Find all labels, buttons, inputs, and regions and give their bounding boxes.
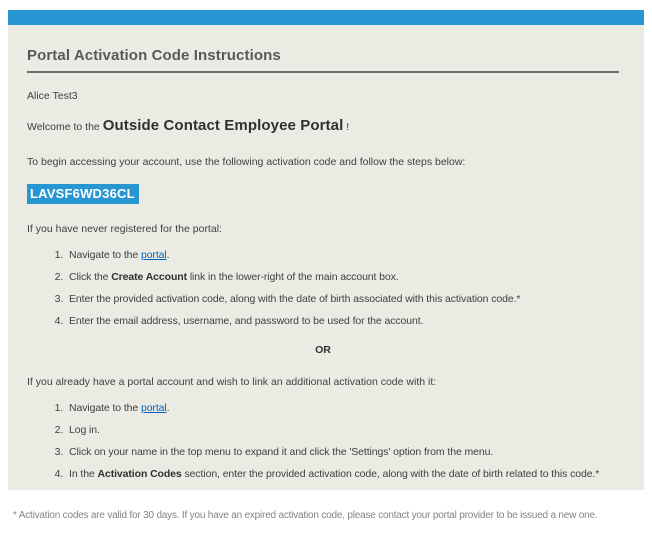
content-panel xyxy=(8,25,644,490)
expiry-footnote: * Activation codes are valid for 30 days. If you have an expired activation code, please contact your portal provider to be issued a new one. xyxy=(13,510,598,521)
portal-link[interactable]: portal xyxy=(140,402,167,414)
header-accent-bar xyxy=(8,10,644,25)
existing-account-heading: If you already have a portal account and wish to link an additional activation code with it: xyxy=(27,376,437,388)
welcome-suffix: ! xyxy=(343,121,350,133)
list-item: 2. Log in. xyxy=(66,424,632,437)
list-item: 2. Click the Create Account link in the lower-right of the main account box. xyxy=(66,271,632,284)
page-title: Portal Activation Code Instructions xyxy=(27,47,281,64)
or-separator: OR xyxy=(315,344,331,356)
portal-name: Outside Contact Employee Portal xyxy=(102,117,344,134)
existing-account-steps xyxy=(27,402,632,481)
list-item: 4. In the Activation Codes section, enter the provided activation code, along with the date of birth related to this code.* xyxy=(66,468,632,481)
title-divider xyxy=(27,71,619,73)
portal-link[interactable]: portal xyxy=(140,249,167,261)
never-registered-steps xyxy=(27,249,632,328)
list-item: 3. Click on your name in the top menu to expand it and click the 'Settings' option from the menu. xyxy=(66,446,632,459)
list-item: 4. Enter the email address, username, and password to be used for the account. xyxy=(66,315,632,328)
list-item: 1. Navigate to the portal. xyxy=(66,249,632,262)
recipient-name: Alice Test3 xyxy=(27,90,78,102)
list-item: 1. Navigate to the portal. xyxy=(66,402,632,415)
never-registered-heading: If you have never registered for the portal: xyxy=(27,223,222,235)
activation-code[interactable]: LAVSF6WD36CL xyxy=(27,184,139,204)
welcome-line xyxy=(27,116,632,137)
intro-text: To begin accessing your account, use the following activation code and follow the steps below: xyxy=(27,156,466,168)
list-item: 3. Enter the provided activation code, along with the date of birth associated with this activation code.* xyxy=(66,293,632,306)
welcome-prefix: Welcome to the xyxy=(27,121,103,133)
